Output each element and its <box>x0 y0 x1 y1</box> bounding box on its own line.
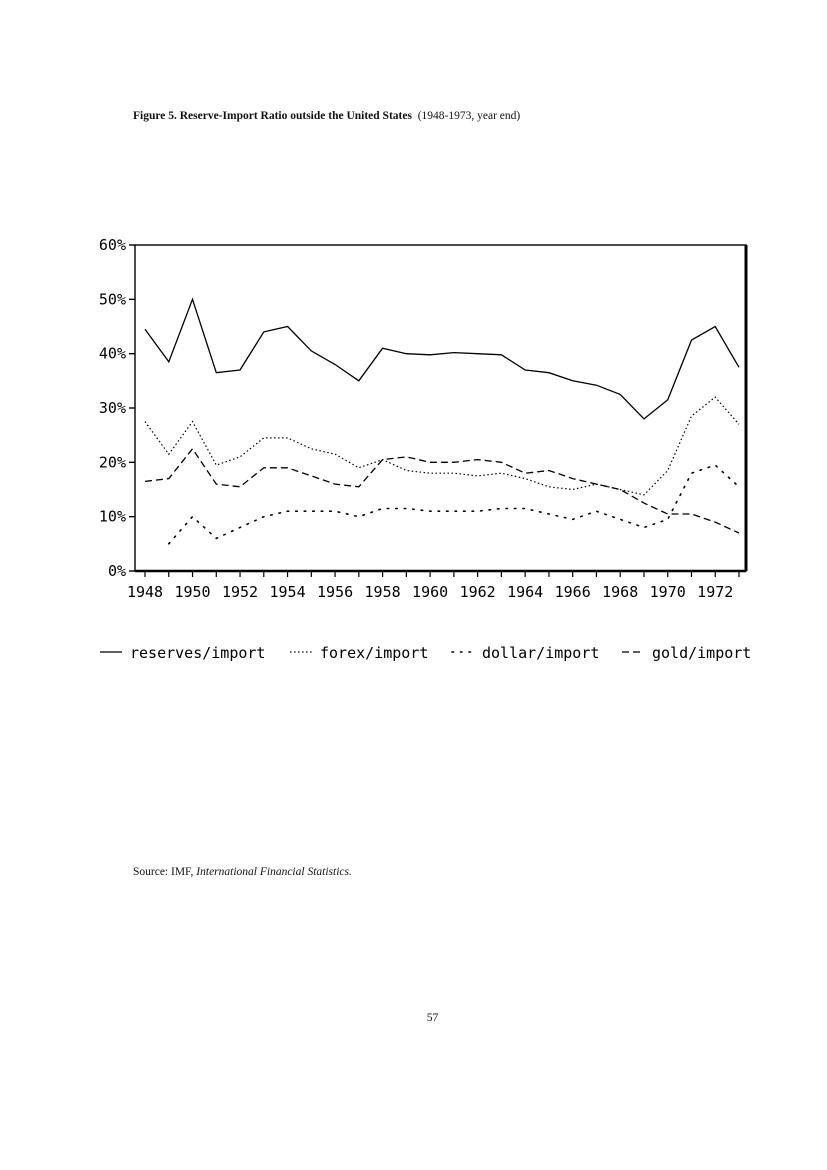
page-number: 57 <box>426 1012 439 1024</box>
plot-frame <box>135 245 746 571</box>
x-tick-label: 1954 <box>269 583 306 601</box>
x-tick-label: 1950 <box>174 583 211 601</box>
y-tick-label: 60% <box>98 236 126 254</box>
series-line-reserves-import <box>145 299 739 419</box>
x-axis <box>127 571 739 601</box>
x-tick-label: 1952 <box>221 583 259 601</box>
plot-area <box>135 245 746 571</box>
x-tick-label: 1958 <box>364 583 401 601</box>
figure-detail: (1948-1973, year end) <box>417 110 521 122</box>
x-tick-label: 1960 <box>412 583 449 601</box>
series-line-gold-import <box>145 449 739 533</box>
source-publication: International Financial Statistics. <box>196 866 352 878</box>
legend <box>100 644 751 662</box>
y-tick-label: 0% <box>107 562 126 580</box>
y-tick-label: 10% <box>98 507 126 526</box>
x-tick-label: 1964 <box>507 583 544 601</box>
x-tick-label: 1962 <box>459 583 496 601</box>
source-note <box>133 866 352 878</box>
x-tick-label: 1966 <box>554 583 591 601</box>
x-tick-label: 1970 <box>649 583 686 601</box>
y-tick-label: 30% <box>98 399 126 417</box>
y-axis <box>99 236 135 580</box>
x-tick-label: 1948 <box>126 583 164 601</box>
x-tick-label: 1972 <box>697 583 734 601</box>
x-tick-label: 1968 <box>602 583 639 601</box>
source-prefix: Source: IMF, <box>133 866 194 878</box>
y-tick-label: 40% <box>98 344 126 363</box>
legend-label: dollar/import <box>482 644 600 662</box>
series-lines <box>145 299 739 544</box>
x-tick-label: 1956 <box>317 583 354 601</box>
y-tick-label: 50% <box>98 290 126 309</box>
legend-label: forex/import <box>320 644 429 662</box>
legend-label: reserves/import <box>130 644 266 662</box>
series-line-forex-import <box>145 397 739 495</box>
series-line-dollar-import <box>169 465 739 544</box>
figure-label: Figure 5. Reserve-Import Ratio outside the United States <box>133 110 412 122</box>
legend-label: gold/import <box>652 644 752 662</box>
y-tick-label: 20% <box>98 453 126 472</box>
